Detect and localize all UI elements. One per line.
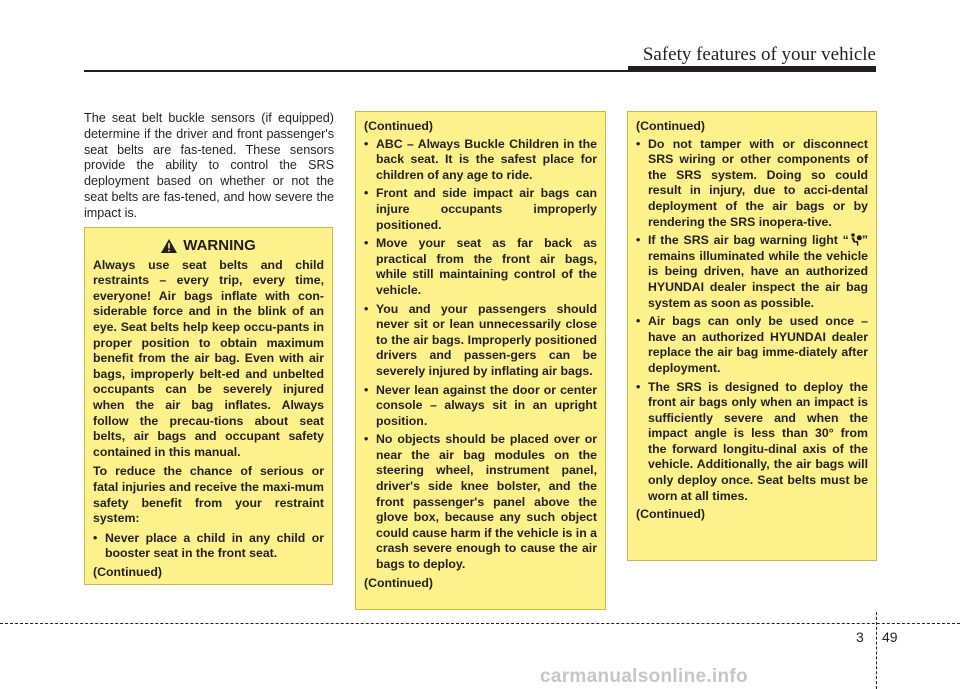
airbag-light-text-after: ” remains illuminated while the vehicle is being driven, have an authorized HYUNDAI dealer inspect the air bag system as soon as possible. <box>648 233 868 310</box>
warning-triangle-icon <box>161 239 177 253</box>
warning-heading <box>93 238 324 254</box>
footer-rule <box>0 623 960 624</box>
airbag-warning-light-icon <box>849 233 862 246</box>
page-section: 3 <box>856 629 864 645</box>
watermark: carmanualsonline.info <box>540 666 748 687</box>
continued-label: (Continued) <box>93 564 162 579</box>
airbag-light-text-before: If the SRS air bag warning light “ <box>648 233 849 248</box>
list-item: • Front and side impact air bags can injure occupants improperly positioned. <box>364 186 597 233</box>
right-box <box>627 111 877 561</box>
right-bullet-list <box>636 137 868 505</box>
list-item: • Air bags can only be used once – have an authorized HYUNDAI dealer replace the air bag imme-diately after deployment. <box>636 314 868 376</box>
middle-box <box>355 111 606 610</box>
list-item: • Move your seat as far back as practical from the front air bags, while still maintaining control of the vehicle. <box>364 236 597 298</box>
list-item: • You and your passengers should never sit or lean unnecessarily close to the air bags. Improperly positioned drivers and passen-gers can be severely injured by inflating air bags. <box>364 302 597 380</box>
warning-box <box>84 227 333 585</box>
list-item: • Never place a child in any child or booster seat in the front seat. <box>93 531 324 562</box>
warning-title: WARNING <box>183 237 256 254</box>
warning-paragraph-1: Always use seat belts and child restraints – every trip, every time, everyone! Air bags inflate with con-siderable force and in the blink of an eye. Seat belts help keep occu-pants in proper position to obtain maximum benefit from the air bag. Even with air bags, improperly belt-ed and unbelted occupants can be severely injured when the air bag inflates. Always follow the precau-tions about seat belts, air bags and occupant safety contained in this manual. <box>93 257 324 459</box>
list-item <box>636 233 868 311</box>
intro-paragraph: The seat belt buckle sensors (if equipped) determine if the driver and front passenger's seat belts are fas-tened. These sensors provide the ability to control the SRS deployment based on whether or not the seat belts are fas-tened, and how severe the impact is. <box>84 111 334 220</box>
header-title: Safety features of your vehicle <box>642 44 876 65</box>
continued-heading: (Continued) <box>636 119 705 133</box>
list-item: • No objects should be placed over or near the air bag modules on the steering wheel, instrument panel, driver's side knee bolster, and the front passenger's panel above the glove box, because any such object could cause harm if the vehicle is in a crash severe enough to cause the air bags to deploy. <box>364 432 597 572</box>
warning-bullet-list <box>93 531 324 562</box>
continued-heading: (Continued) <box>364 119 433 133</box>
list-item: • Never lean against the door or center console – always sit in an upright position. <box>364 383 597 430</box>
list-item: • ABC – Always Buckle Children in the back seat. It is the safest place for children of any age to ride. <box>364 137 597 184</box>
page-number: 49 <box>882 629 898 645</box>
continued-label: (Continued) <box>364 575 433 590</box>
list-item: • Do not tamper with or disconnect SRS wiring or other components of the SRS system. Doing so could result in injury, due to acci-dental deployment of the air bags or by rendering the SRS inopera-tive. <box>636 137 868 231</box>
continued-label: (Continued) <box>636 507 705 522</box>
warning-paragraph-2: To reduce the chance of serious or fatal injuries and receive the maxi-mum safety benefit from your restraint system: <box>93 464 324 526</box>
list-item: • The SRS is designed to deploy the front air bags only when an impact is sufficiently severe and when the impact angle is less than 30° from the forward longitu-dinal axis of the vehicle. Additionally, the air bags will only deploy once. Seat belts must be worn at all times. <box>636 380 868 505</box>
footer-divider <box>876 612 877 689</box>
middle-bullet-list <box>364 137 597 573</box>
header-rule-accent <box>628 66 876 72</box>
